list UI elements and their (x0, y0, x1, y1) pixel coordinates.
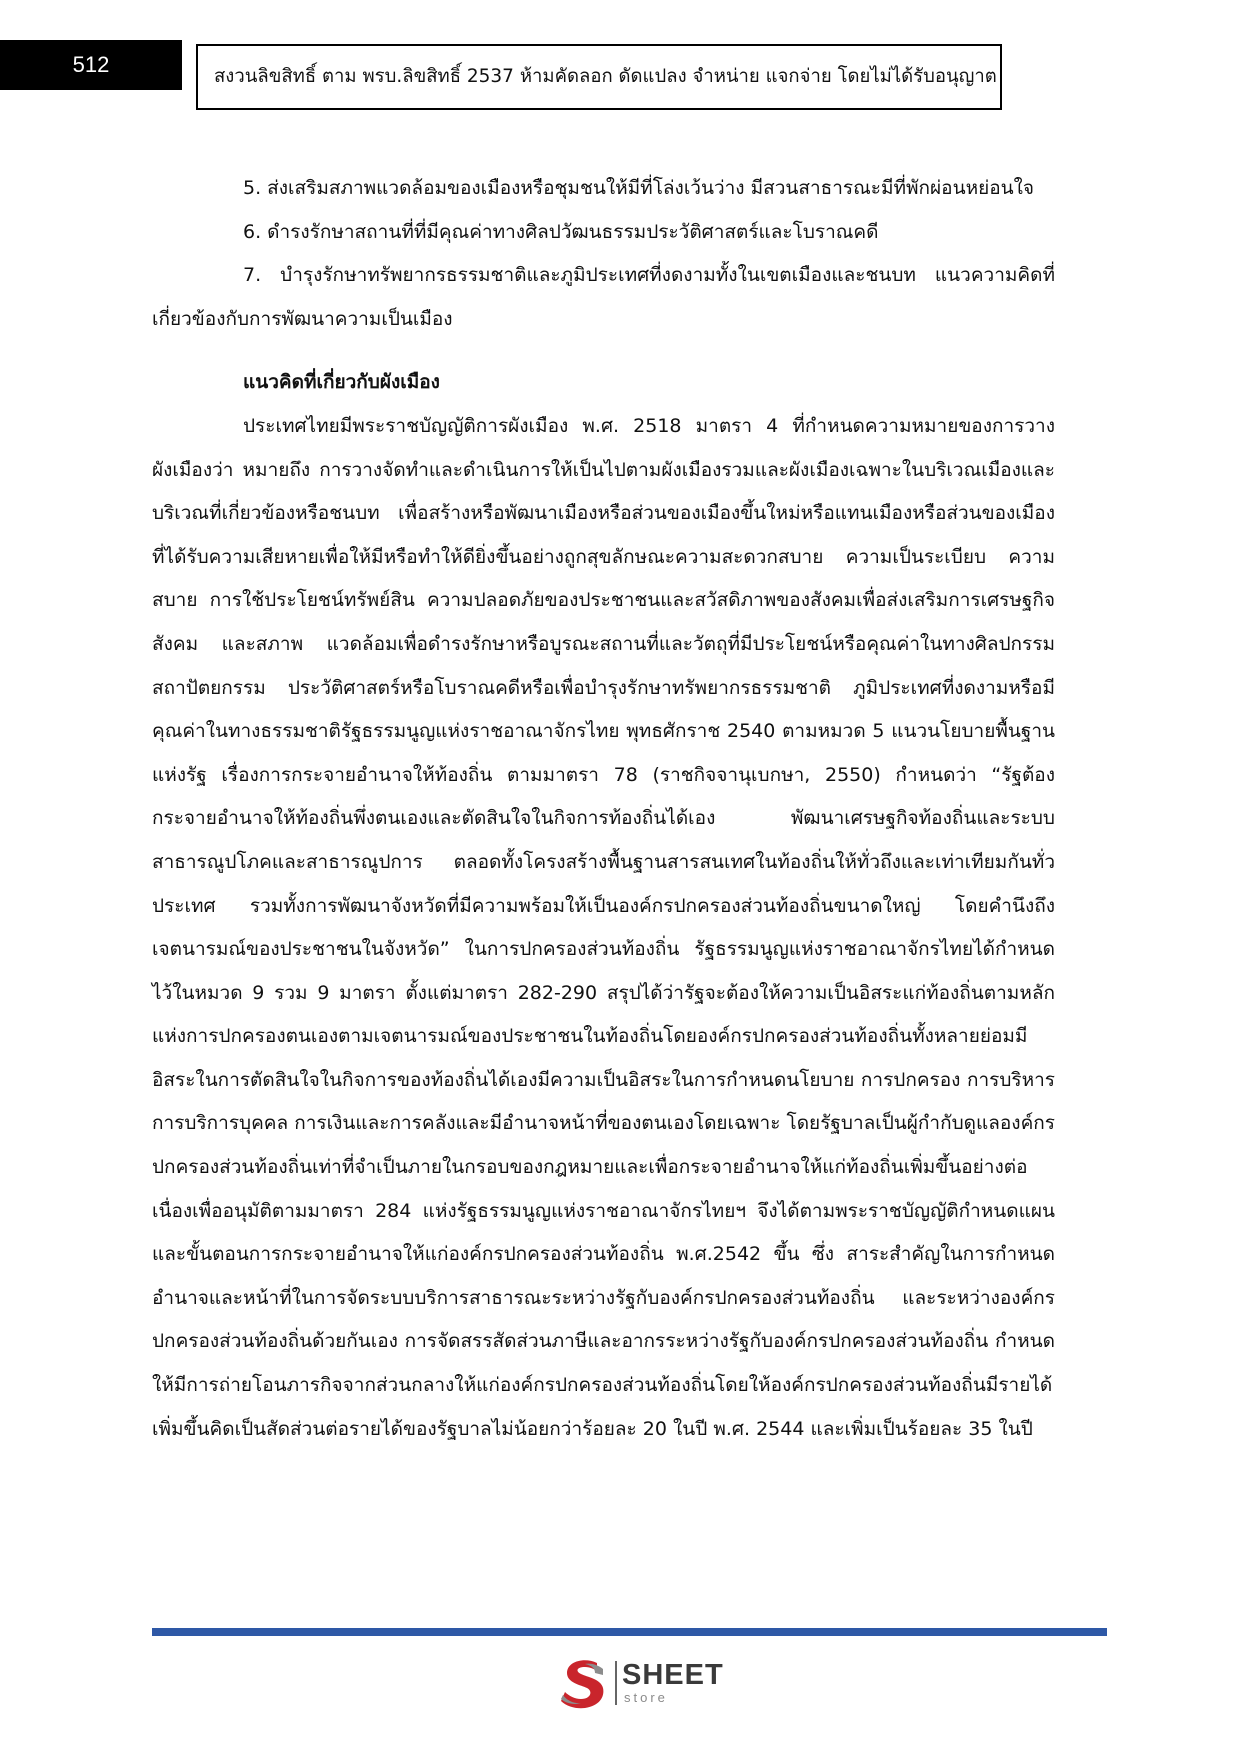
logo-wordmark: SHEET (622, 1659, 724, 1691)
list-item-7: 7. บำรุงรักษาทรัพยากรธรรมชาติและภูมิประเทศที่งดงามทั้งในเขตเมืองและชนบท แนวความคิดที่เกี่ยวข้องกับการพัฒนาความเป็นเมือง (152, 264, 1055, 330)
section-heading: แนวคิดที่เกี่ยวกับผังเมือง (243, 371, 440, 394)
logo-subtext: store (624, 1690, 668, 1705)
sheet-s-logo-icon (557, 1655, 609, 1711)
list-item-6: 6. ดำรงรักษาสถานที่ที่มีคุณค่าทางศิลปวัฒนธรรมประวัติศาสตร์และโบราณคดี (243, 220, 879, 243)
document-body (152, 167, 1055, 1451)
section-spacer (152, 341, 1055, 361)
logo-separator (615, 1661, 617, 1705)
footer-divider (152, 1628, 1107, 1636)
copyright-notice: สงวนลิขสิทธิ์ ตาม พรบ.ลิขสิทธิ์ 2537 ห้ามคัดลอก ดัดแปลง จำหน่าย แจกจ่าย โดยไม่ได้รับอนุญาต (196, 44, 1002, 110)
sheet-store-logo (557, 1655, 727, 1711)
list-item-5: 5. ส่งเสริมสภาพแวดล้อมของเมืองหรือชุมชนให้มีที่โล่งเว้นว่าง มีสวนสาธารณะมีที่พักผ่อนหย่อนใจ (243, 177, 1035, 199)
body-paragraph: ประเทศไทยมีพระราชบัญญัติการผังเมือง พ.ศ. 2518 มาตรา 4 ที่กำหนดความหมายของการวางผังเมืองว่า หมายถึง การวางจัดทำและดำเนินการให้เป็นไปตามผังเมืองรวมและผังเมืองเฉพาะในบริเวณเมืองและบริเวณที่เกี่ยวข้องหรือชนบท เพื่อสร้างหรือพัฒนาเมืองหรือส่วนของเมืองขึ้นใหม่หรือแทนเมืองหรือส่วนของเมืองที่ได้รับความเสียหายเพื่อให้มีหรือทำให้ดียิ่งขึ้นอย่างถูกสุขลักษณะความสะดวกสบาย ความเป็นระเบียบ ความสบาย การใช้ประโยชน์ทรัพย์สิน ความปลอดภัยของประชาชนและสวัสดิภาพของสังคมเพื่อส่งเสริมการเศรษฐกิจ สังคม และสภาพ แวดล้อมเพื่อดำรงรักษาหรือบูรณะสถานที่และวัตถุที่มีประโยชน์หรือคุณค่าในทางศิลปกรรม สถาปัตยกรรม ประวัติศาสตร์หรือโบราณคดีหรือเพื่อบำรุงรักษาทรัพยากรธรรมชาติ ภูมิประเทศที่งดงามหรือมีคุณค่าในทางธรรมชาติรัฐธรรมนูญแห่งราชอาณาจักรไทย พุทธศักราช 2540 ตามหมวด 5 แนวนโยบายพื้นฐานแห่งรัฐ เรื่องการกระจายอำนาจให้ท้องถิ่น ตามมาตรา 78 (ราชกิจจานุเบกษา, 2550) กำหนดว่า “รัฐต้องกระจายอำนาจให้ท้องถิ่นพึ่งตนเองและตัดสินใจในกิจการท้องถิ่นได้เอง พัฒนาเศรษฐกิจท้องถิ่นและระบบสาธารณูปโภคและสาธารณูปการ ตลอดทั้งโครงสร้างพื้นฐานสารสนเทศในท้องถิ่นให้ทั่วถึงและเท่าเทียมกันทั่วประเทศ รวมทั้งการพัฒนาจังหวัดที่มีความพร้อมให้เป็นองค์กรปกครองส่วนท้องถิ่นขนาดใหญ่ โดยคำนึงถึงเจตนารมณ์ของประชาชนในจังหวัด” ในการปกครองส่วนท้องถิ่น รัฐธรรมนูญแห่งราชอาณาจักรไทยได้กำหนดไว้ในหมวด 9 รวม 9 มาตรา ตั้งแต่มาตรา 282-290 สรุปได้ว่ารัฐจะต้องให้ความเป็นอิสระแก่ท้องถิ่นตามหลักแห่งการปกครองตนเองตามเจตนารมณ์ของประชาชนในท้องถิ่นโดยองค์กรปกครองส่วนท้องถิ่นทั้งหลายย่อมมีอิสระในการตัดสินใจในกิจการของท้องถิ่นได้เองมีความเป็นอิสระในการกำหนดนโยบาย การปกครอง การบริหาร การบริการบุคคล การเงินและการคลังและมีอำนาจหน้าที่ของตนเองโดยเฉพาะ โดยรัฐบาลเป็นผู้กำกับดูแลองค์กรปกครองส่วนท้องถิ่นเท่าที่จำเป็นภายในกรอบของกฎหมายและเพื่อกระจายอำนาจให้แก่ท้องถิ่นเพิ่มขึ้นอย่างต่อเนื่องเพื่ออนุมัติตามมาตรา 284 แห่งรัฐธรรมนูญแห่งราชอาณาจักรไทยฯ จึงได้ตามพระราชบัญญัติกำหนดแผนและขั้นตอนการกระจายอำนาจให้แก่องค์กรปกครองส่วนท้องถิ่น พ.ศ.2542 ขึ้น ซึ่ง สาระสำคัญในการกำหนดอำนาจและหน้าที่ในการจัดระบบบริการสาธารณะระหว่างรัฐกับองค์กรปกครองส่วนท้องถิ่น และระหว่างองค์กรปกครองส่วนท้องถิ่นด้วยกันเอง การจัดสรรสัดส่วนภาษีและอากรระหว่างรัฐกับองค์กรปกครองส่วนท้องถิ่น กำหนดให้มีการถ่ายโอนภารกิจจากส่วนกลางให้แก่องค์กรปกครองส่วนท้องถิ่นโดยให้องค์กรปกครองส่วนท้องถิ่นมีรายได้เพิ่มขึ้นคิดเป็นสัดส่วนต่อรายได้ของรัฐบาลไม่น้อยกว่าร้อยละ 20 ในปี พ.ศ. 2544 และเพิ่มเป็นร้อยละ 35 ในปี (152, 414, 1055, 1440)
page-number: 512 (0, 40, 182, 90)
